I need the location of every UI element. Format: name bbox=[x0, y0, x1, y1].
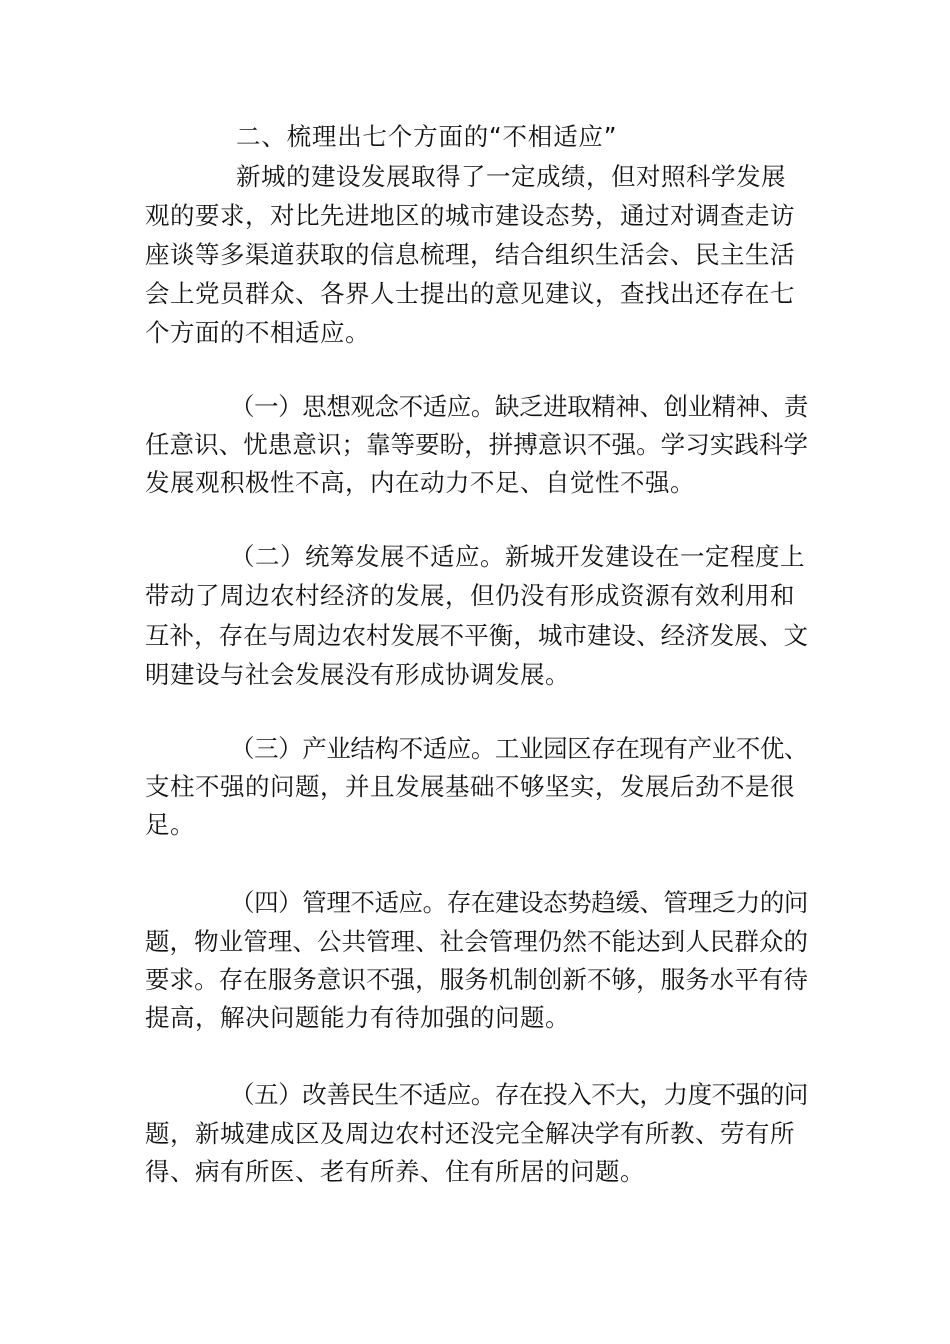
paragraph-line: （一）思想观念不适应。缺乏进取精神、创业精神、责 bbox=[230, 392, 808, 421]
paragraph-line: 支柱不强的问题，并且发展基础不够坚实，发展后劲不是很 bbox=[145, 772, 795, 801]
paragraph-line: 观的要求，对比先进地区的城市建设态势，通过对调查走访 bbox=[145, 201, 795, 230]
section-heading: 二、梳理出七个方面的“不相适应” bbox=[236, 122, 618, 151]
paragraph-line: 题，新城建成区及周边农村还没完全解决学有所教、劳有所 bbox=[145, 1119, 795, 1148]
paragraph-line: 互补，存在与周边农村发展不平衡，城市建设、经济发展、文 bbox=[145, 621, 808, 650]
paragraph-line: 带动了周边农村经济的发展，但仍没有形成资源有效利用和 bbox=[145, 581, 795, 610]
paragraph-line: 明建设与社会发展没有形成协调发展。 bbox=[145, 660, 570, 689]
paragraph-line: 得、病有所医、老有所养、住有所居的问题。 bbox=[145, 1157, 645, 1186]
paragraph-line: 足。 bbox=[145, 810, 195, 839]
paragraph-line: 题，物业管理、公共管理、社会管理仍然不能达到人民群众的 bbox=[145, 927, 808, 956]
paragraph-line: （二）统筹发展不适应。新城开发建设在一定程度上 bbox=[230, 542, 805, 571]
paragraph-line: 要求。存在服务意识不强，服务机制创新不够，服务水平有待 bbox=[145, 965, 808, 994]
paragraph-line: （四）管理不适应。存在建设态势趋缓、管理乏力的问 bbox=[230, 888, 808, 917]
paragraph-line: （三）产业结构不适应。工业园区存在现有产业不优、 bbox=[230, 734, 808, 763]
paragraph-line: 任意识、忧患意识；靠等要盼，拼搏意识不强。学习实践科学 bbox=[145, 430, 808, 459]
paragraph-line: 新城的建设发展取得了一定成绩，但对照科学发展 bbox=[236, 162, 786, 191]
paragraph-line: 发展观积极性不高，内在动力不足、自觉性不强。 bbox=[145, 468, 695, 497]
paragraph-line: （五）改善民生不适应。存在投入不大，力度不强的问 bbox=[230, 1080, 808, 1109]
paragraph-line: 座谈等多渠道获取的信息梳理，结合组织生活会、民主生活 bbox=[145, 240, 795, 269]
paragraph-line: 提高，解决问题能力有待加强的问题。 bbox=[145, 1003, 570, 1032]
paragraph-line: 会上党员群众、各界人士提出的意见建议，查找出还存在七 bbox=[145, 279, 795, 308]
paragraph-line: 个方面的不相适应。 bbox=[145, 318, 370, 347]
